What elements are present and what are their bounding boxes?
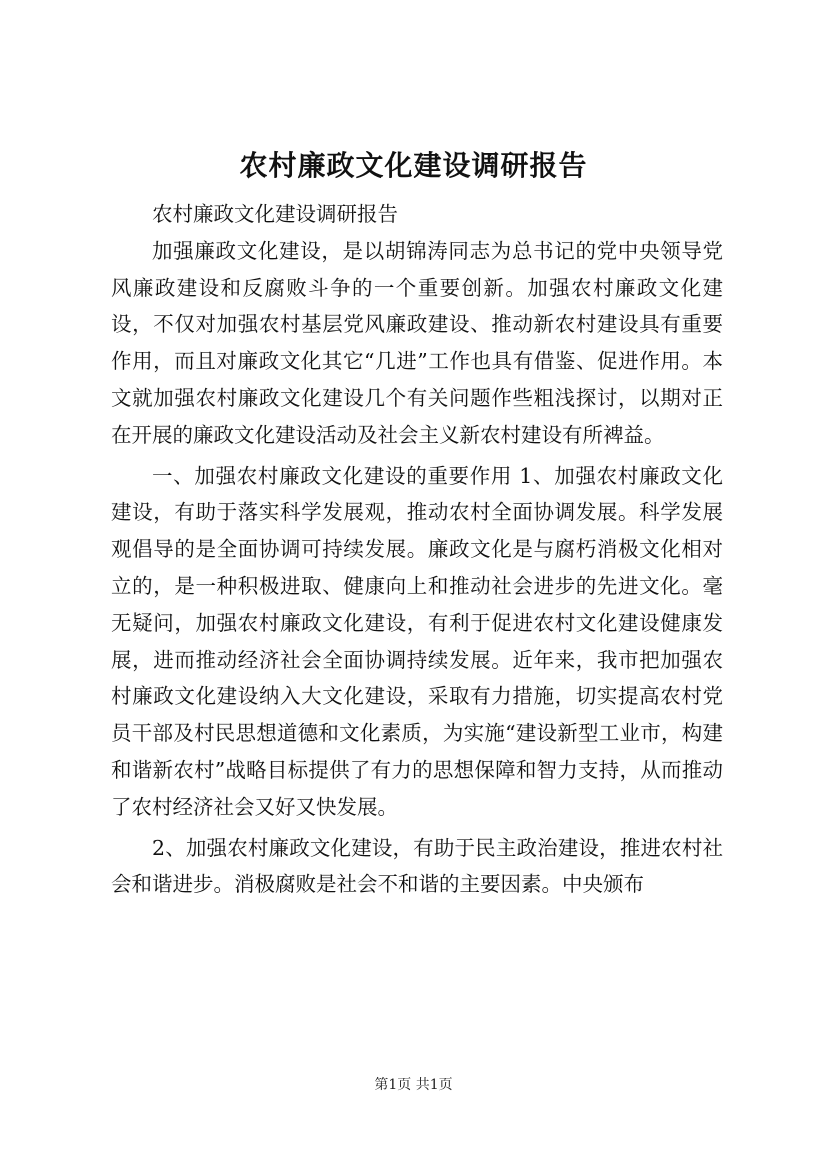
paragraph-section-one: 一、加强农村廉政文化建设的重要作用 1、加强农村廉政文化建设，有助于落实科学发展观，推动农村全面协调发展。科学发展观倡导的是全面协调可持续发展。廉政文化是与腐朽消极文化相对立的，是一种积极进取、健康向上和推动社会进步的先进文化。毫无疑问，加强农村廉政文化建设，有利于促进农村文化建设健康发展，进而推动经济社会全面协调持续发展。近年来，我市把加强农村廉政文化建设纳入大文化建设，采取有力措施，切实提高农村党员干部及村民思想道德和文化素质，为实施“建设新型工业市，构建和谐新农村”战略目标提供了有力的思想保障和智力支持，从而推动了农村经济社会又好又快发展。 bbox=[111, 463, 723, 819]
document-body bbox=[111, 196, 723, 903]
page-title: 农村廉政文化建设调研报告 bbox=[239, 149, 588, 182]
page-footer: 第1页 共1页 bbox=[374, 1077, 453, 1093]
paragraph-subtitle: 农村廉政文化建设调研报告 bbox=[152, 202, 398, 226]
paragraph-intro: 加强廉政文化建设，是以胡锦涛同志为总书记的党中央领导党风廉政建设和反腐败斗争的一个重要创新。加强农村廉政文化建设，不仅对加强农村基层党风廉政建设、推动新农村建设具有重要作用，而且对廉政文化其它“几进”工作也具有借鉴、促进作用。本文就加强农村廉政文化建设几个有关问题作些粗浅探讨，以期对正在开展的廉政文化建设活动及社会主义新农村建设有所裨益。 bbox=[111, 238, 723, 447]
paragraph-section-two: 2、加强农村廉政文化建设，有助于民主政治建设，推进农村社会和谐进步。消极腐败是社会不和谐的主要因素。中央颁布 bbox=[111, 835, 723, 897]
